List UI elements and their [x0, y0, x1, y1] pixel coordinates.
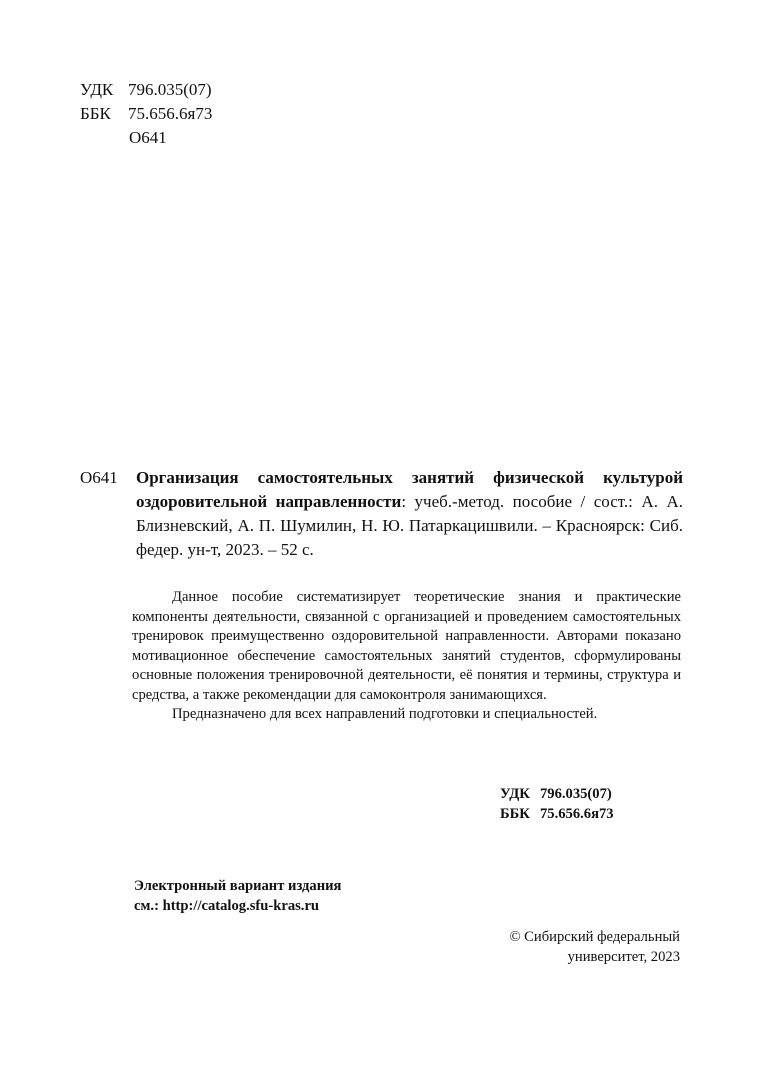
author-sign: О641	[129, 128, 167, 147]
record-title: Организация самостоятельных занятий физической культурой оздоровительной направленности	[136, 468, 683, 511]
udk-row	[80, 78, 212, 102]
record-details: : учеб.-метод. пособие / сост.: А. А. Близневский, А. П. Шумилин, Н. Ю. Патаркацишвили. – Красноярск: Сиб. федер. ун-т, 2023. – 52 с.	[136, 492, 683, 559]
abstract-paragraph-2: Предназначено для всех направлений подготовки и специальностей.	[172, 706, 598, 722]
copyright-line-1: © Сибирский федеральный	[509, 929, 680, 945]
abstract-paragraph-1: Данное пособие систематизирует теоретические знания и практические компоненты деятельности, связанной с организацией и проведением самостоятельных тренировок преимущественно оздоровительной направленности. Авторами показано мотивационное обеспечение самостоятельных занятий студентов, сформулированы основные положения тренировочной деятельности, её понятия и термины, структура и средства, а также рекомендации для самоконтроля занимающихся.	[132, 589, 681, 703]
bbk-row-bottom	[500, 804, 614, 824]
electronic-version-link[interactable]: см.: http://catalog.sfu-kras.ru	[134, 898, 320, 914]
udk-label: УДК	[80, 80, 114, 99]
bbk-row	[80, 102, 212, 126]
copyright-notice	[509, 927, 680, 967]
bbk-label: ББК	[80, 104, 111, 123]
udk-label-bottom: УДК	[500, 786, 530, 802]
bbk-label-bottom: ББК	[500, 806, 530, 822]
udk-code-bottom: 796.035(07)	[540, 786, 612, 802]
bibliographic-record	[136, 466, 683, 562]
classification-block-bottom	[500, 784, 614, 824]
electronic-version-note	[134, 876, 341, 916]
udk-code: 796.035(07)	[128, 80, 212, 99]
classification-block-top	[80, 78, 212, 150]
bbk-code-bottom: 75.656.6я73	[540, 806, 614, 822]
electronic-version-line-1: Электронный вариант издания	[134, 878, 342, 894]
record-author-sign: О641	[80, 468, 118, 487]
copyright-line-2: университет, 2023	[567, 949, 680, 965]
abstract	[132, 588, 681, 725]
bbk-code: 75.656.6я73	[128, 104, 213, 123]
udk-row-bottom	[500, 784, 614, 804]
